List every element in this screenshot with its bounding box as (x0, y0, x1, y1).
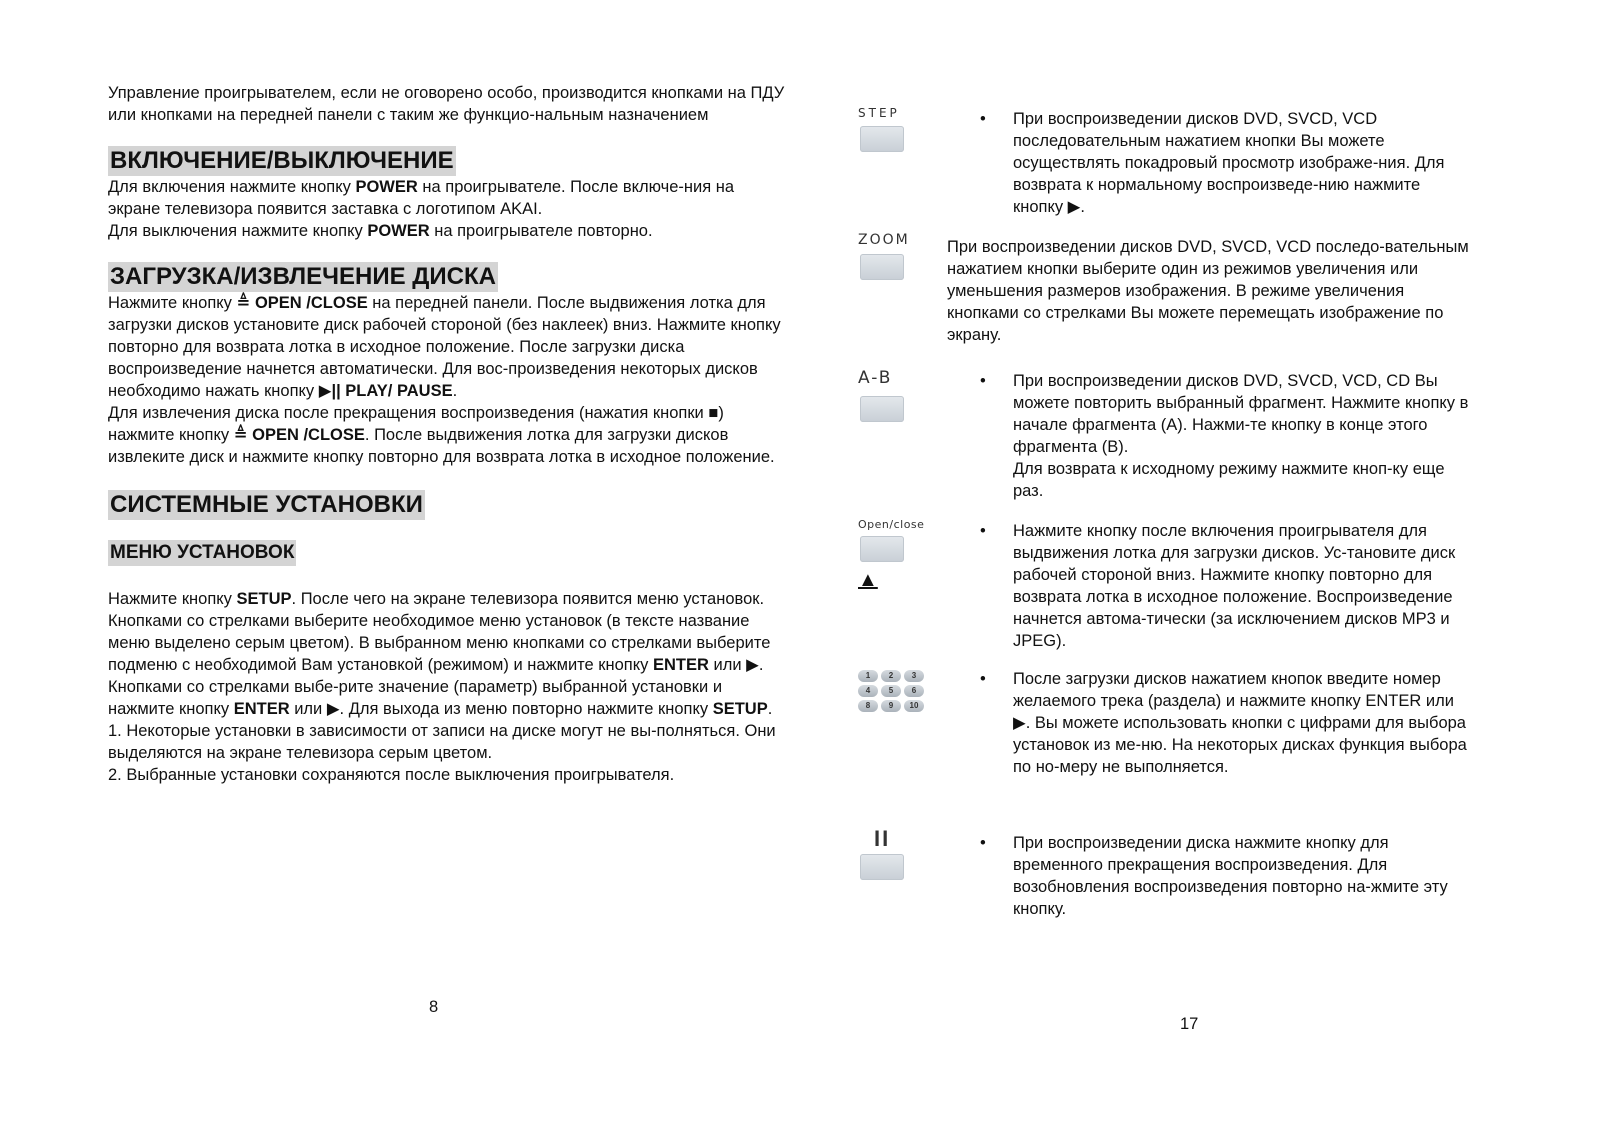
step-text: При воспроизведении дисков DVD, SVCD, VCD последовательным нажатием кнопки Вы можете осуществлять покадровый просмотр изображе-ния. Для возврата к нормальному воспроизведе-нию нажмите кнопку ▶. (1013, 110, 1445, 216)
page-number-right: 17 (1180, 1015, 1199, 1033)
play-pause-icon: ▶|| (318, 382, 341, 400)
step-button-icon (860, 126, 904, 152)
stop-icon: ■ (708, 404, 719, 422)
intro-text: Управление проигрывателем, если не оговорено особо, производится кнопками на ПДУ или кнопками на передней панели с таким же функцио-нальным назначением (108, 84, 785, 124)
zoom-label: ZOOM (858, 232, 910, 248)
ab-text: При воспроизведении дисков DVD, SVCD, VCD, CD Вы можете повторить выбранный фрагмент. Нажмите кнопку в начале фрагмента (А). Нажми-те кнопку в конце этого фрагмента (В). Для возврата к исходному режиму нажмите кноп-ку еще раз. (1013, 372, 1469, 500)
power-heading: ВКЛЮЧЕНИЕ/ВЫКЛЮЧЕНИЕ (110, 147, 454, 174)
eject-icon: ≜ (233, 426, 248, 444)
setup-note-2: 2. Выбранные установки сохраняются после выключения проигрывателя. (108, 766, 675, 784)
load-section (108, 262, 788, 468)
left-page (108, 82, 788, 786)
setup-text: Нажмите кнопку SETUP. После чего на экране телевизора появится меню установок. Кнопками со стрелками выберите необходимое меню установок (в тексте название меню выделено серым цветом). В выбранном меню кнопками со стрелками выберите подменю с необходимой Вам установкой (режимом) и нажмите кнопку ENTER или ▶. Кнопками со стрелками выбе-рите значение (параметр) выбранной установки и нажмите кнопку ENTER или ▶. Для выхода из меню повторно нажмите кнопку SETUP. (108, 590, 773, 718)
open-close-button-icon (860, 536, 904, 562)
page-number-left: 8 (429, 998, 439, 1016)
number-keys-text: После загрузки дисков нажатием кнопок введите номер желаемого трека (раздела) и нажмите кнопку ENTER или ▶. Вы можете использовать кнопки с цифрами для выбора установок из ме-ню. На некоторых дисках функция выбора по но-меру не выполняется. (1013, 670, 1467, 776)
power-text: Для включения нажмите кнопку POWER на проигрывателе. После включе-ния на экране телевизора появится заставка с логотипом AKAI. Для выключения нажмите кнопку POWER на проигрывателе повторно. (108, 178, 735, 240)
setup-menu-heading: МЕНЮ УСТАНОВОК (108, 540, 296, 566)
pause-text: При воспроизведении диска нажмите кнопку для временного прекращения воспроизведения. Для возобновления воспроизведения повторно на-жмите эту кнопку. (1013, 834, 1448, 918)
ab-button-icon (860, 396, 904, 422)
open-close-text: Нажмите кнопку после включения проигрывателя для выдвижения лотка для загрузки дисков. Ус-тановите диск рабочей стороной вниз. Нажмите кнопку повторно для возврата лотка в исходное положение. Воспроизведение начнется автома-тически (за исключением дисков MP3 и JPEG). (1013, 522, 1456, 650)
setup-note-1: 1. Некоторые установки в зависимости от записи на диске могут не вы-полняться. Они выделяются на экране телевизора серым цветом. (108, 722, 776, 762)
power-section (108, 146, 788, 242)
eject-icon: ▲ (858, 569, 878, 591)
open-close-label: Open/close (858, 518, 925, 531)
zoom-text: При воспроизведении дисков DVD, SVCD, VCD последо-вательным нажатием кнопки выберите один из режимов увеличения или уменьшения размеров изображения. В режиме увеличения кнопками со стрелками Вы можете перемещать изображение по экрану. (947, 238, 1469, 344)
ab-label: A-B (858, 368, 893, 388)
pause-button-icon (860, 854, 904, 880)
eject-icon: ≜ (236, 294, 251, 312)
zoom-button-icon (860, 254, 904, 280)
load-text: Нажмите кнопку ≜ OPEN /CLOSE на передней панели. После выдвижения лотка для загрузки дисков установите диск рабочей стороной (без наклеек) вниз. Нажмите кнопку повторно для возврата лотка в исходное положение. После загрузки диска воспроизведение начнется автоматически. Для вос-произведения некоторых дисков необходимо нажать кнопку ▶|| PLAY/ PAUSE. Для извлечения диска после прекращения воспроизведения (нажатия кнопки ■) нажмите кнопку ≜ OPEN /CLOSE. После выдвижения лотка для загрузки дисков извлеките диск и нажмите кнопку повторно для возврата лотка в исходное положение. (108, 294, 781, 466)
system-heading: СИСТЕМНЫЕ УСТАНОВКИ (110, 491, 423, 518)
pause-icon: II (874, 826, 891, 851)
number-keypad-icon: 1 2 3 4 5 6 8 9 10 (858, 670, 938, 715)
system-section (108, 490, 788, 786)
step-label: STEP (858, 106, 900, 120)
load-heading: ЗАГРУЗКА/ИЗВЛЕЧЕНИЕ ДИСКА (110, 263, 496, 290)
